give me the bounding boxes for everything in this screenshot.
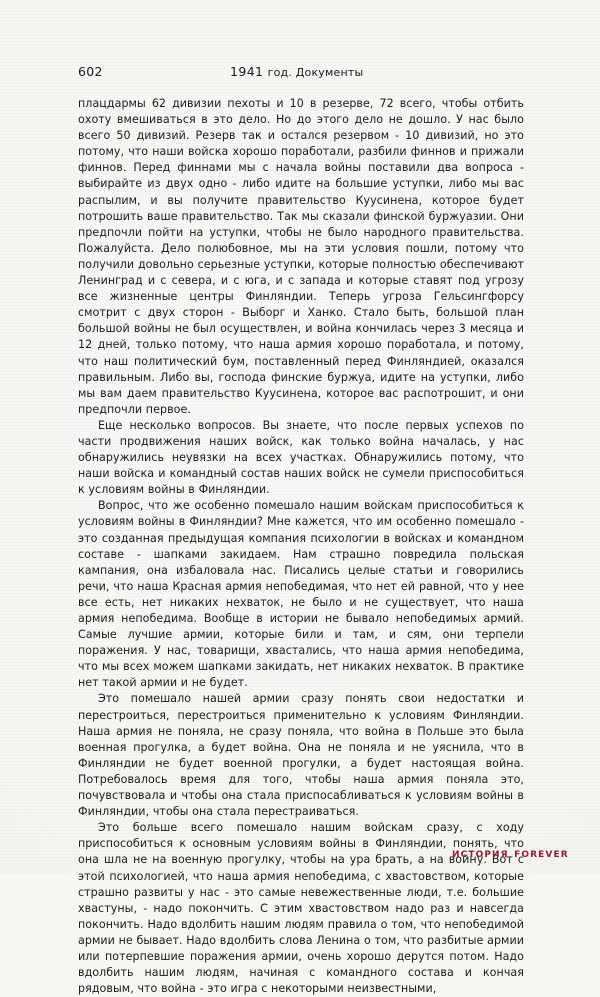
paragraph: плацдармы 62 дивизии пехоты и 10 в резерве, 72 всего, чтобы отбить охоту вмешиваться в это дело. Но до этого дело не дошло. У нас было всего 50 дивизий. Резерв так и остался резервом - 10 дивизий, но это потому, что наши войска хорошо поработали, разбили финнов и прижали финнов. Перед финнами мы с начала войны поставили два вопроса - выбирайте из двух одно - либо идите на большие уступки, либо мы вас распылим, и вы получите правительство Куусинена, которое будет потрошить ваше правительство. Так мы сказали финской буржуазии. Они предпочли пойти на уступки, чтобы не было народного правительства. Пожалуйста. Дело полюбовное, мы на эти условия пошли, потому что получили довольно серьезные уступки, которые полностью обеспечивают Ленинград и с севера, и с юга, и с запада и которые ставят под угрозу все жизненные центры Финляндии. Теперь угроза Гельсингфорсу смотрит с двух сторон - Выборг и Ханко. Стало быть, большой план большой войны не был осуществлен, и война кончилась через 3 месяца и 12 дней, только потому, что наша армия хорошо поработала, и потому, что наш политический бум, поставленный перед Финляндией, оказался правильным. Либо вы, господа финские буржуа, идите на уступки, либо мы вам даем правительство Куусинена, которое вас распотрошит, и они предпочли первое.	[78, 97, 524, 416]
page-header	[78, 64, 525, 84]
running-head	[230, 64, 363, 79]
paragraph: Еще несколько вопросов. Вы знаете, что после первых успехов по части продвижения наших войск, как только война началась, у нас обнаружились неувязки на всех участках. Обнаружились потому, что наши войска и командный состав наших войск не сумели приспособиться к условиям войны в Финляндии.	[78, 418, 524, 497]
page-number: 602	[78, 64, 103, 79]
paragraph: Это больше всего помешало нашим войскам сразу, с ходу приспособиться к основным условиям войны в Финляндии, понять, что она шла не на военную прогулку, чтобы на ура брать, а на войну. Вот с этой психологией, что наша армия непобедима, с хвастовством, которые страшно развиты у нас - это самые невежественные люди, т.е. большие хвастуны, - надо покончить. С этим хвастовством надо раз и навсегда покончить. Надо вдолбить нашим людям правила о том, что непобедимой армии не бывает. Надо вдолбить слова Ленина о том, что разбитые армии или потерпевшие поражения армии, очень хорошо дерутся потом. Надо вдолбить нашим людям, начиная с командного состава и кончая рядовым, что война - это игра с некоторыми неизвестными,	[78, 821, 524, 996]
paragraph: Это помешало нашей армии сразу понять свои недостатки и перестроиться, перестроиться применительно к условиям Финляндии. Наша армия не поняла, не сразу поняла, что война в Польше это была военная прогулка, а будет война. Она не поняла и не уяснила, что в Финляндии не будет военной прогулки, а будет настоящая война. Потребовалось время для того, чтобы наша армия поняла это, почувствовала и чтобы она стала приспосабливаться к условиям войны в Финляндии, чтобы она стала перестраиваться.	[78, 692, 524, 819]
body-text-block	[78, 96, 524, 997]
running-head-title: год. Документы	[267, 66, 364, 79]
running-head-year: 1941	[230, 64, 264, 79]
watermark: история forever	[452, 845, 569, 860]
paragraph: Вопрос, что же особенно помешало нашим войскам приспособиться к условиям войны в Финляндии? Мне кажется, что им особенно помешало - это созданная предыдущая компания психологии в войсках и командном составе - шапками закидаем. Нам страшно повредила польская кампания, она избаловала нас. Писались целые статьи и говорились речи, что наша Красная армия непобедимая, что нет ей равной, что у нее все есть, нет никаких нехваток, не было и не существует, что наша армия непобедима. Вообще в истории не бывало непобедимых армий. Самые лучшие армии, которые били и там, и сям, они терпели поражения. У нас, товарищи, хвастались, что наша армия непобедима, что мы всех можем шапками закидать, нет никаких нехваток. В практике нет такой армии и не будет.	[78, 499, 524, 690]
